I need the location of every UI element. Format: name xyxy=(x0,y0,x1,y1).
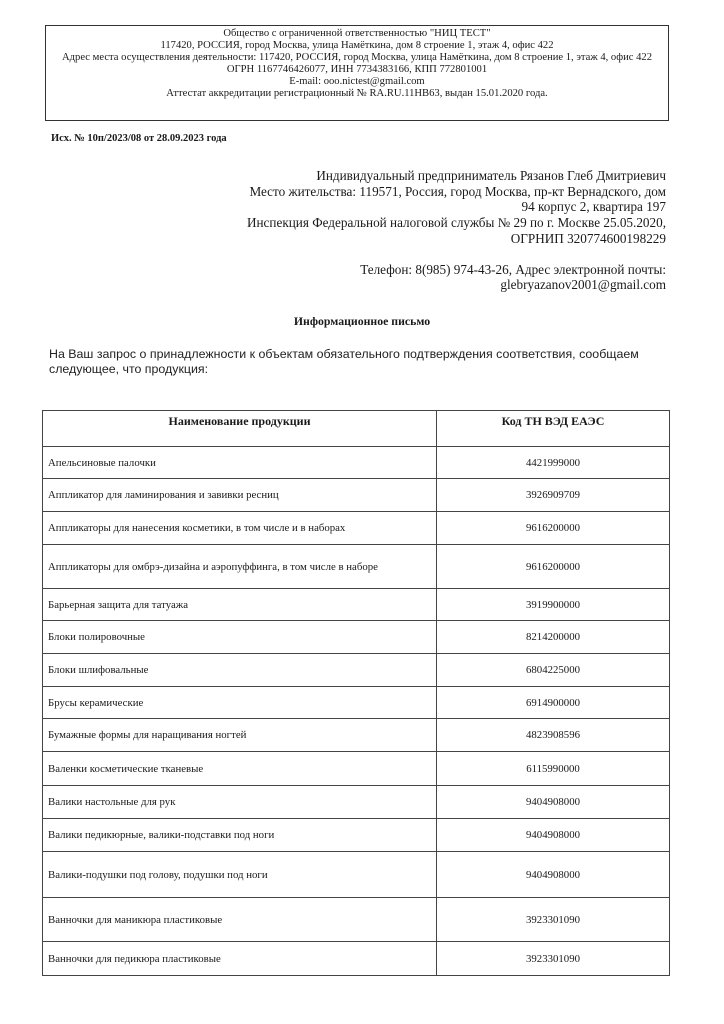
product-code: 9616200000 xyxy=(437,545,670,589)
addressee-block xyxy=(206,168,666,293)
org-name: Общество с ограниченной ответственностью "НИЦ ТЕСТ" xyxy=(223,28,491,39)
table-row xyxy=(43,654,670,687)
addressee-tax-inspection: Инспекция Федеральной налоговой службы № 29 по г. Москве 25.05.2020, xyxy=(246,215,666,231)
product-code: 9404908000 xyxy=(437,786,670,819)
product-name: Валики педикюрные, валики-подставки под ноги xyxy=(43,819,437,852)
product-name: Аппликатор для ламинирования и завивки ресниц xyxy=(43,479,437,512)
table-header-row xyxy=(43,411,670,447)
table-row xyxy=(43,819,670,852)
table-row xyxy=(43,786,670,819)
org-legal-address: 117420, РОССИЯ, город Москва, улица Намёткина, дом 8 строение 1, этаж 4, офис 422 xyxy=(160,39,554,51)
addressee-phone: Телефон: 8(985) 974-43-26, Адрес электронной почты: xyxy=(360,261,666,277)
org-activity-address: Адрес места осуществления деятельности: 117420, РОССИЯ, город Москва, улица Намёткина, дом 8 строение 1, этаж 4, офис 422 xyxy=(62,51,652,63)
org-email: E-mail: ooo.nictest@gmail.com xyxy=(289,75,425,87)
organization-header xyxy=(45,25,669,121)
product-name: Барьерная защита для татуажа xyxy=(43,589,437,621)
org-registration-numbers: ОГРН 1167746426077, ИНН 7734383166, КПП 772801001 xyxy=(226,63,488,75)
product-name: Ванночки для маникюра пластиковые xyxy=(43,898,437,942)
org-accreditation: Аттестат аккредитации регистрационный № RA.RU.11НВ63, выдан 15.01.2020 года. xyxy=(166,87,548,99)
table-row xyxy=(43,852,670,898)
product-name: Блоки шлифовальные xyxy=(43,654,437,687)
addressee-name: Индивидуальный предприниматель Рязанов Глеб Дмитриевич xyxy=(316,168,666,183)
product-code: 3926909709 xyxy=(437,479,670,512)
product-code: 8214200000 xyxy=(437,621,670,654)
table-row xyxy=(43,898,670,942)
addressee-email: glebryazanov2001@gmail.com xyxy=(500,277,666,293)
intro-paragraph: На Ваш запрос о принадлежности к объектам обязательного подтверждения соответствия, сообщаем следующее, что продукция: xyxy=(49,347,639,376)
product-name: Блоки полировочные xyxy=(43,621,437,654)
column-header-product-name: Наименование продукции xyxy=(43,411,437,447)
table-row xyxy=(43,942,670,976)
product-code: 4823908596 xyxy=(437,719,670,752)
product-name: Валики-подушки под голову, подушки под ноги xyxy=(43,852,437,898)
table-row xyxy=(43,752,670,786)
product-code: 6914900000 xyxy=(437,687,670,719)
product-code: 9404908000 xyxy=(437,819,670,852)
product-code: 9616200000 xyxy=(437,512,670,545)
table-row xyxy=(43,687,670,719)
product-code: 4421999000 xyxy=(437,447,670,479)
products-table xyxy=(42,410,670,976)
table-row xyxy=(43,621,670,654)
table-row xyxy=(43,545,670,589)
outgoing-reference: Исх. № 10п/2023/08 от 28.09.2023 года xyxy=(51,133,227,144)
product-name: Брусы керамические xyxy=(43,687,437,719)
table-row xyxy=(43,479,670,512)
table-row xyxy=(43,447,670,479)
letter-title: Информационное письмо xyxy=(293,314,431,328)
product-name: Аппликаторы для омбрэ-дизайна и аэропуффинга, в том числе в наборе xyxy=(43,545,437,589)
product-code: 6115990000 xyxy=(437,752,670,786)
product-code: 3923301090 xyxy=(437,942,670,976)
product-code: 3923301090 xyxy=(437,898,670,942)
table-row xyxy=(43,589,670,621)
addressee-residence: Место жительства: 119571, Россия, город Москва, пр-кт Вернадского, дом xyxy=(249,183,666,199)
table-row xyxy=(43,512,670,545)
product-code: 3919900000 xyxy=(437,589,670,621)
column-header-hs-code: Код ТН ВЭД ЕАЭС xyxy=(437,411,670,447)
product-name: Ванночки для педикюра пластиковые xyxy=(43,942,437,976)
product-code: 9404908000 xyxy=(437,852,670,898)
addressee-ogrnip: ОГРНИП 320774600198229 xyxy=(510,230,666,246)
product-name: Валики настольные для рук xyxy=(43,786,437,819)
table-row xyxy=(43,719,670,752)
product-code: 6804225000 xyxy=(437,654,670,687)
product-name: Апельсиновые палочки xyxy=(43,447,437,479)
product-name: Валенки косметические тканевые xyxy=(43,752,437,786)
addressee-residence-cont: 94 корпус 2, квартира 197 xyxy=(521,199,666,215)
product-name: Бумажные формы для наращивания ногтей xyxy=(43,719,437,752)
product-name: Аппликаторы для нанесения косметики, в том числе и в наборах xyxy=(43,512,437,545)
